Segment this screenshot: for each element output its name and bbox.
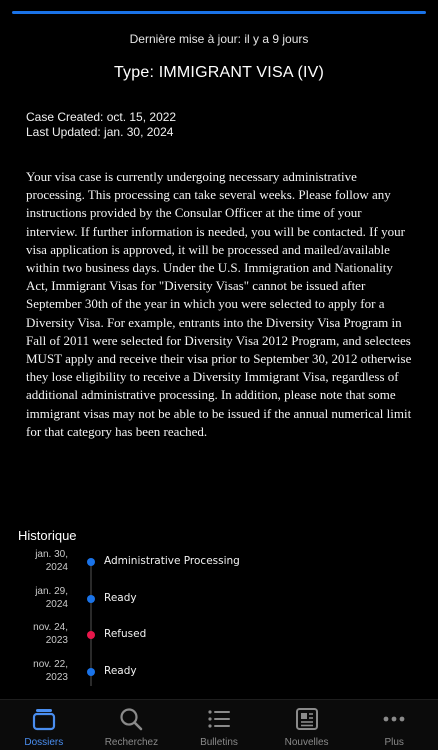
timeline-date-day: nov. 24, [33, 622, 68, 633]
list-icon [205, 705, 233, 733]
timeline-item [0, 621, 438, 651]
timeline-date-day: jan. 29, [35, 586, 68, 597]
case-created-date: Case Created: oct. 15, 2022 [26, 110, 177, 124]
tab-label: Dossiers [24, 737, 64, 748]
tab-dossiers[interactable] [0, 700, 88, 750]
timeline-dot [87, 668, 95, 676]
tab-label: Plus [384, 737, 404, 748]
newspaper-icon [293, 705, 321, 733]
timeline-date [18, 658, 68, 684]
tab-bulletins[interactable] [175, 700, 263, 750]
tab-label: Bulletins [200, 737, 238, 748]
stack-icon [30, 705, 58, 733]
case-last-updated-date: Last Updated: jan. 30, 2024 [26, 125, 174, 139]
timeline-item [0, 658, 438, 688]
bottom-tab-bar [0, 699, 438, 750]
case-status-description: Your visa case is currently undergoing necessary administrative processing. This processing can take several weeks. Please follow any instructions provided by the Consular Officer at the time of your interview. If further information is needed, you will be contacted. If your visa application is approved, it will be processed and mailed/available within two business days. Under the U.S. Immigration and Nationality Act, Immigrant Visas for "Diversity Visas" cannot be issued after September 30th of the year in which you were selected to apply for a Diversity Visa. For example, entrants into the Diversity Visa Program in Fall of 2011 were selected for Diversity Visa 2012 Program, and selectees MUST apply and receive their visa prior to September 30, 2012 otherwise they lose eligibility to receive a Diversity Immigrant Visa, regardless of additional administrative processing. In addition, please note that some immigrant visas may not be able to be issued if the annual numerical limit for that category has been reached. [26, 169, 412, 439]
top-accent-bar [12, 11, 426, 14]
timeline-status: Administrative Processing [104, 555, 240, 567]
timeline-date-year: 2023 [45, 672, 68, 683]
history-title: Historique [18, 528, 77, 543]
timeline-dot [87, 558, 95, 566]
timeline-status: Refused [104, 628, 147, 640]
timeline-date-year: 2023 [45, 635, 68, 646]
tab-plus[interactable] [350, 700, 438, 750]
timeline-date-day: nov. 22, [33, 659, 68, 670]
timeline-date-year: 2024 [45, 562, 68, 573]
last-refresh-text: Dernière mise à jour: il y a 9 jours [129, 32, 309, 46]
tab-recherchez[interactable] [88, 700, 176, 750]
tab-label: Recherchez [104, 737, 159, 748]
timeline-date [18, 585, 68, 611]
search-icon [117, 705, 145, 733]
timeline-date [18, 548, 68, 574]
timeline-dot [87, 595, 95, 603]
timeline-item [0, 548, 438, 578]
timeline-dot [87, 631, 95, 639]
timeline-date-year: 2024 [45, 599, 68, 610]
case-dates [26, 110, 176, 140]
timeline-status: Ready [104, 592, 137, 604]
more-icon [380, 705, 408, 733]
history-timeline [0, 548, 438, 688]
timeline-item [0, 585, 438, 615]
tab-nouvelles[interactable] [263, 700, 351, 750]
timeline-date [18, 621, 68, 647]
timeline-date-day: jan. 30, [35, 549, 68, 560]
tab-label: Nouvelles [284, 737, 329, 748]
visa-type-title: Type: IMMIGRANT VISA (IV) [113, 64, 325, 81]
timeline-status: Ready [104, 665, 137, 677]
